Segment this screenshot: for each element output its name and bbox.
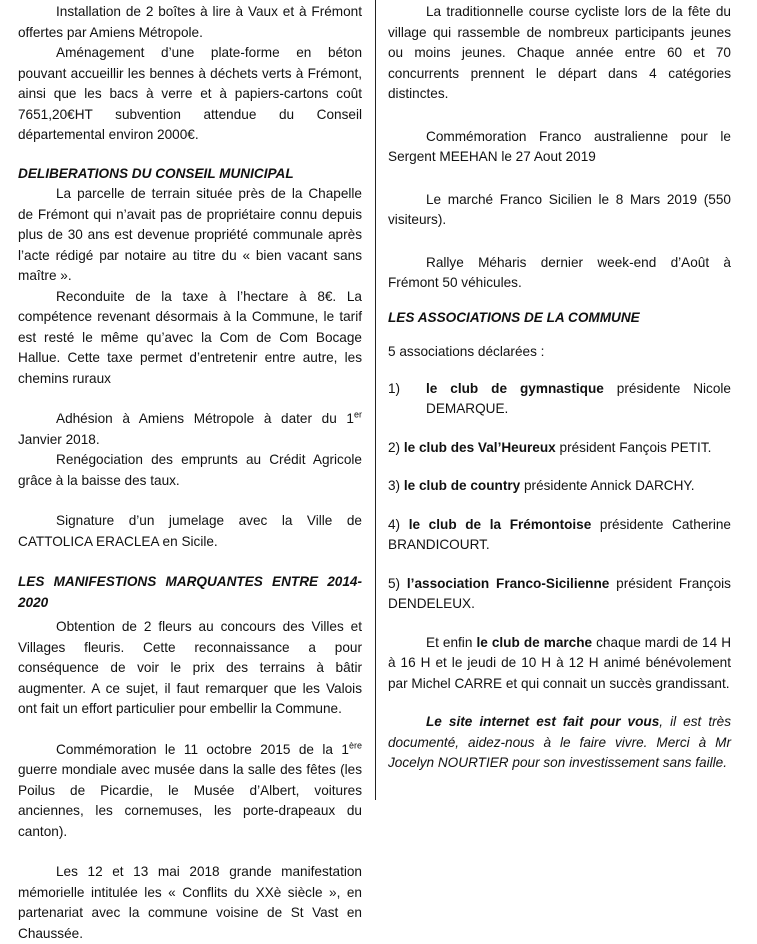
paragraph-fleurs: Obtention de 2 fleurs au concours des Villes et Villages fleuris. Cette reconnaissance a pour conséquence de voir le prix des terrains à bâtir augmenter. A ce sujet, il faut remarquer que les Valois ont fait un effort particulier pour embellir la Commune. [18,619,362,716]
heading-associations: LES ASSOCIATIONS DE LA COMMUNE [388,309,640,325]
left-column [18,0,362,944]
paragraph-renegociation: Renégociation des emprunts au Crédit Agricole grâce à la baisse des taux. [18,452,362,488]
paragraph-associations-intro: 5 associations déclarées : [388,344,545,359]
right-column [388,0,731,774]
heading-manifestations: LES MANIFESTIONS MARQUANTES ENTRE 2014-2020 [18,574,362,610]
paragraph-taxe: Reconduite de la taxe à l’hectare à 8€. La compétence revenant désormais à la Commune, le tarif est resté le même qu’avec la Com de Com Bocage Hallue. Cette taxe permet d’entretenir entre autre, les chemins ruraux [18,288,362,386]
paragraph-boites-a-lire: Installation de 2 boîtes à lire à Vaux et à Frémont offertes par Amiens Métropole. [18,4,362,40]
paragraph-adhesion: Adhésion à Amiens Métropole à dater du 1er Janvier 2018. [18,409,362,447]
paragraph-commemoration-australienne: Commémoration Franco australienne pour le Sergent MEEHAN le 27 Aout 2019 [388,128,731,164]
list-item-association-5: 5) l’association Franco-Sicilienne président François DENDELEUX. [388,575,731,611]
paragraph-parcelle: La parcelle de terrain située près de la Chapelle de Frémont qui n’avait pas de propriétaire connu depuis plus de 30 ans est devenue propriété communale après l’acte rédigé par notaire au titre du « bien vacant sans maître ». [18,186,362,283]
paragraph-jumelage: Signature d’un jumelage avec la Ville de CATTOLICA ERACLEA en Sicile. [18,513,362,549]
paragraph-rallye: Rallye Méharis dernier week-end d’Août à Frémont 50 véhicules. [388,254,731,290]
list-item-association-3: 3) le club de country présidente Annick DARCHY. [388,478,695,493]
list-item-association-2: 2) le club des Val’Heureux président Fançois PETIT. [388,439,712,455]
paragraph-plate-forme: Aménagement d’une plate-forme en béton pouvant accueillir les bennes à déchets verts à Frémont, ainsi que les bacs à verre et à papiers-cartons coût 7651,20€HT subvention attendue du Conseil départemental environ 2000€. [18,45,362,142]
paragraph-club-de-marche: Et enfin le club de marche chaque mardi de 14 H à 16 H et le jeudi de 10 H à 12 H animé bénévolement par Michel CARRE et qui connait un succès grandissant. [388,634,732,691]
paragraph-site-internet: Le site internet est fait pour vous, il est très documenté, aidez-nous à le faire vivre. Merci à Mr Jocelyn NOURTIER pour son investissement sans faille. [388,714,731,770]
list-item-association-1: 1) le club de gymnastique présidente Nicole DEMARQUE. [388,380,731,416]
paragraph-marche-sicilien: Le marché Franco Sicilien le 8 Mars 2019 (550 visiteurs). [388,191,731,227]
paragraph-course-cycliste: La traditionnelle course cycliste lors de la fête du village qui rassemble de nombreux participants jeunes ou moins jeunes. Chaque année entre 60 et 70 concurrents prennent le départ dans 4 catégories distinctes. [388,4,731,101]
paragraph-conflits: Les 12 et 13 mai 2018 grande manifestation mémorielle intitulée les « Conflits du XXè siècle », en partenariat avec la commune voisine de St Vast en Chaussée. [18,864,362,941]
column-divider [375,0,376,800]
heading-deliberations: DELIBERATIONS DU CONSEIL MUNICIPAL [18,165,294,181]
list-item-association-4: 4) le club de la Frémontoise présidente Catherine BRANDICOURT. [388,516,731,552]
paragraph-commemoration-1915: Commémoration le 11 octobre 2015 de la 1ère guerre mondiale avec musée dans la salle des fêtes (les Poilus de Picardie, le Musée d’Albert, voitures anciennes, les cornemuses, les porte-drapeaux du canton). [18,739,362,839]
